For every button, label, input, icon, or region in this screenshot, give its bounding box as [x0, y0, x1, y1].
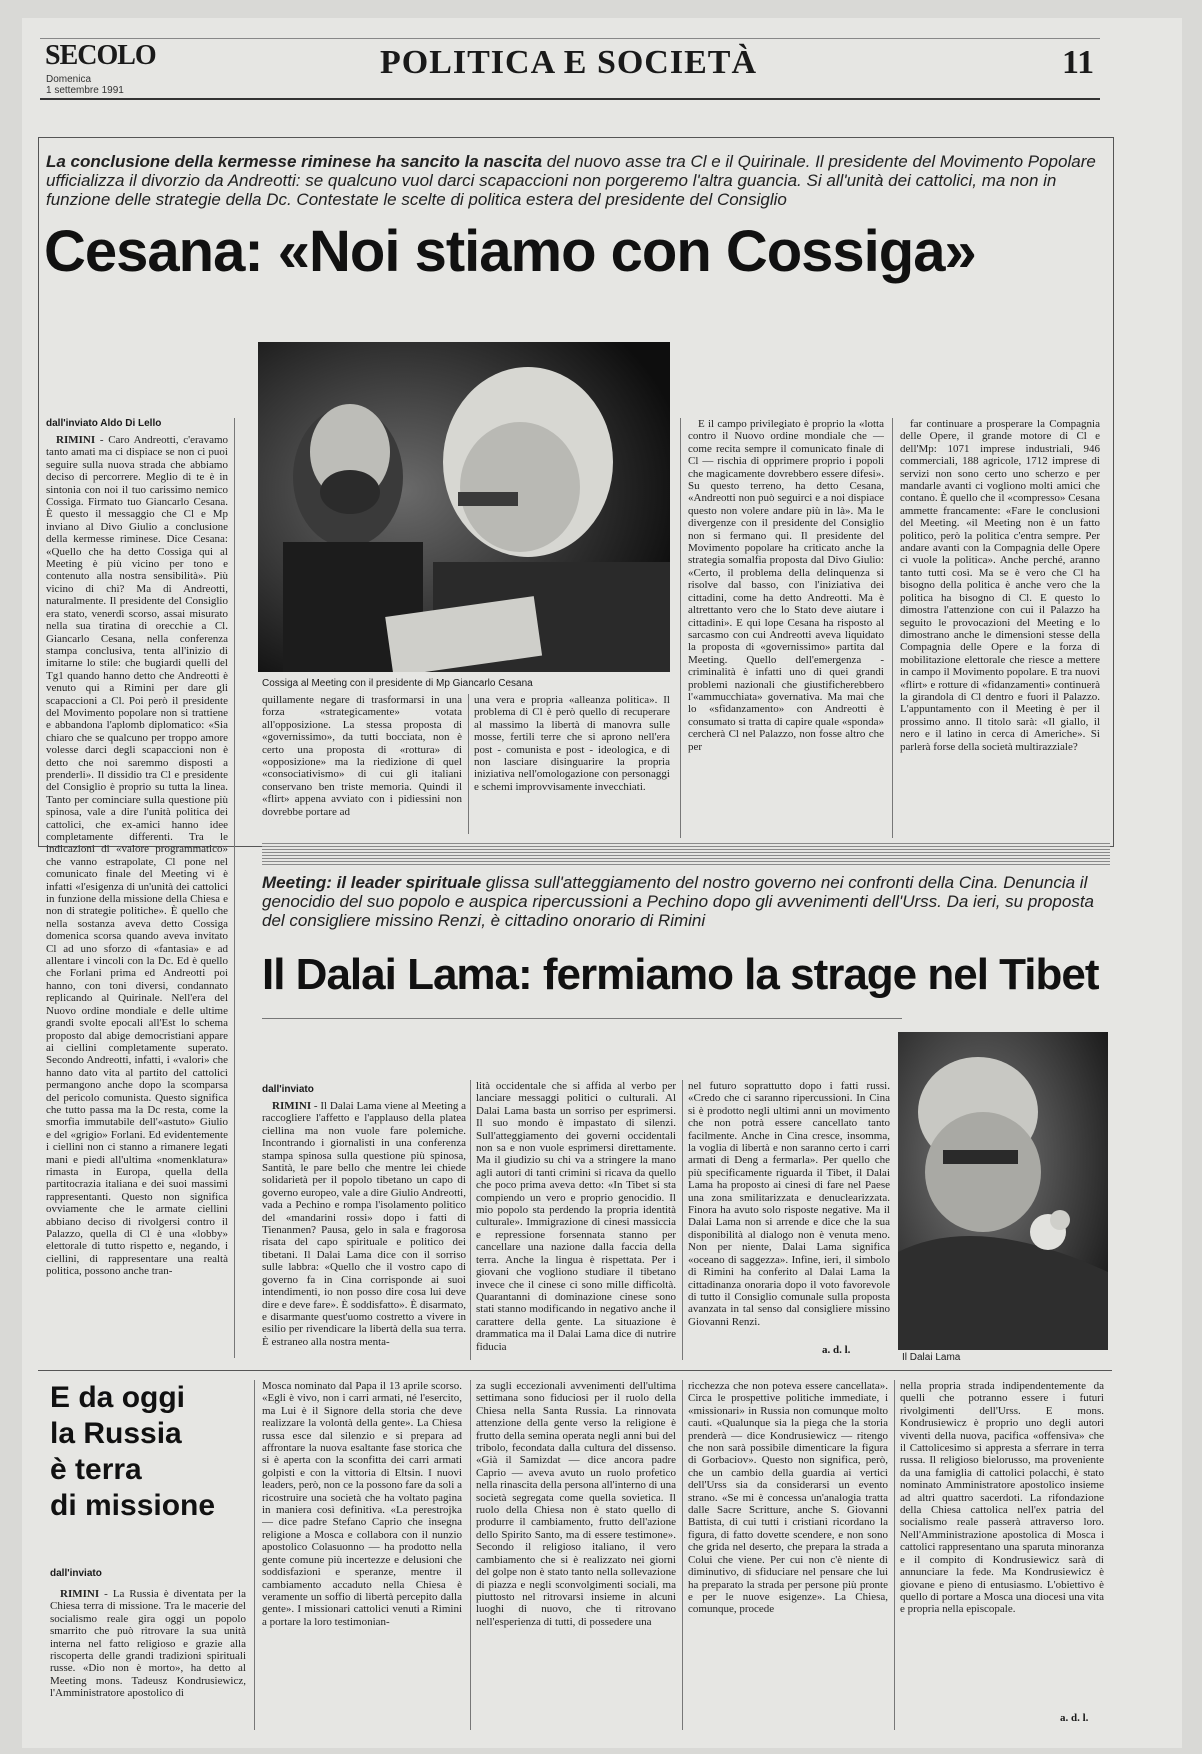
masthead-rule	[40, 98, 1100, 100]
kicker-text: del nuovo asse tra Cl e il Quirinale. Il presidente del Movimento Popolare ufficializza il divorzio da Andreotti: se qualcuno vuol darci scapaccioni non porgeremo l'altra guancia. Si all'unità dei cattolici, ma non in funzione delle strategie della Dc. Contestate le scelte di politica estera del presidente del Consiglio	[46, 152, 1096, 209]
headline-line: E da oggi	[50, 1381, 185, 1414]
kicker-bold: La conclusione della kermesse riminese ha sancito la nascita	[46, 152, 543, 171]
article-dalai-kicker	[262, 873, 1107, 930]
article-dalai-byline: dall'inviato	[262, 1084, 314, 1095]
article-russia-column-2	[262, 1380, 462, 1728]
column-text: E il campo privilegiato è proprio la «lotta contro il Nuovo ordine mondiale che — come recita sempre il comunicato finale di Cl — rischia di opprimere proprio i popoli che magicamente dovrebbero essere difesi». Su questo terreno, ha detto Cesana, «Andreotti non può seguirci e a noi dispiace questo non volere andare più in là». Ma le divergenze con il presidente del Consiglio non si fermano qui. Il presidente del Movimento popolare ha criticato anche la strategia somalfia proposta dal Divo Giulio: «Certo, il problema della delinquenza si risolve dal basso, con l'iniziativa dei cittadini, come ha detto Andreotti. Ma è altrettanto vero che lo Stato deve aiutare i cittadini». E qui lope Cesana ha risposto al sarcasmo con cui Andreotti aveva liquidato la proposta di «governissimo» partita dal Meeting. Quello dell'emergenza - criminalità è infatti uno di quei grandi problemi nazionali che giustificherebbero l'«ammucchiata» governativa. Ma mai che lo «sfidanzamento» con Andreotti è consumato si tratta di capire quale «sponda» cercherà Cl nel Palazzo, non fosse altro che per	[688, 418, 884, 753]
column-text: nel futuro soprattutto dopo i fatti russi. «Credo che ci saranno ripercussioni. In Cina si è prodotto negli ultimi anni un movimento che non potrà essere cancellato tanto facilmente. Anche in Cina cresce, insomma, la voglia di libertà e non saranno certo i carri armati di Deng a fermarla». Per quello che più specificamente riguarda il Tibet, il Dalai Lama ha proposto ai cinesi di fare nel Paese una zona smilitarizzata e denuclearizzata. Finora ha avuto solo risposte negative. Ma il Dalai Lama non si arrende e dice che la sua disponibilità al dialogo non è venuta meno. Non per niente, Dalai Lama significa «oceano di saggezza». Infine, ieri, il simbolo di Rimini ha conferito al Dalai Lama la cittadinanza onoraria dopo il voto favorevole di tutto il Consiglio comunale sulla proposta avanzata in tal senso dal consigliere missino Giovanni Renzi.	[688, 1080, 890, 1328]
article-russia-headline	[50, 1380, 215, 1524]
article-cesana-kicker	[46, 152, 1106, 209]
column-text: quillamente negare di trasformarsi in una forza «strategicamente» votata all'opposizione. La stessa proposta di «governissimo», da tutti bocciata, non è certo una proposta di «rottura» di «opposizione» ma la riedizione di quel «consociativismo» di cui gli italiani conservano ben triste memoria. Quindi il «flirt» appena avviato con i pidiessini non dovrebbe portare ad	[262, 694, 462, 818]
dalai-lama-photo	[898, 1032, 1108, 1350]
dalai-lama-caption: Il Dalai Lama	[902, 1352, 961, 1363]
column-divider	[680, 418, 681, 838]
article-cesana-column-2	[262, 694, 462, 834]
column-text: lità occidentale che si affida al verbo per lanciare messaggi politici o culturali. Al Dalai Lama basta un sorriso per esprimersi. Il suo mondo è impastato di silenzi. Sull'atteggiamento dei governi occidentali non sa e non vuole esprimersi direttamente. Ma il giudizio su chi va a stringere la mano agli autori di tanti crimini si ricava da quello che poco prima aveva detto: «In Tibet si sta compiendo un vero e proprio genocidio. Il mio popolo sta perdendo la propria identità culturale». Immigrazione di cinesi massiccia e repressione forsennata stanno per cancellare una nazione dalla faccia della terra. Anche la lingua è rispettata. Per i giovani che vogliono studiare il tibetano invece che il cinese ci sono mille difficoltà. Quarantanni di dominazione cinese sono stati stanno modificando in negativo anche il carattere della gente. La situazione è drammatica ma il Dalai Lama dice di nutrire fiducia	[476, 1080, 676, 1353]
column-divider	[234, 418, 235, 1358]
headline-rule	[262, 1018, 902, 1019]
article-dalai-signature: a. d. l.	[822, 1344, 851, 1356]
top-rule	[40, 38, 1100, 39]
dateline: RIMINI	[56, 434, 96, 446]
article-dalai-headline: Il Dalai Lama: fermiamo la strage nel Tibet	[262, 950, 1099, 999]
masthead-date	[46, 74, 124, 96]
article-cesana-column-3	[474, 694, 670, 834]
article-dalai-column-2	[476, 1080, 676, 1360]
article-russia-column-5	[900, 1380, 1104, 1706]
date-full: 1 settembre 1991	[46, 85, 124, 96]
dateline: RIMINI	[272, 1100, 312, 1112]
dateline: RIMINI	[60, 1588, 100, 1600]
headline-line: è terra	[50, 1453, 142, 1486]
column-text: ricchezza che non poteva essere cancellata». Circa le prospettive politiche immediate, i «missionari» in Russia non comunque molto cauti. «Qualunque sia la piega che la storia prenderà — dice Kondrusiewicz — ritengo che non sarà possibile dimenticare la figura di Gorbaciov». Questo non significa, però, che un cambio della guardia ai vertici dell'Urss sia da considerarsi un evento strano. «Se mi è concessa un'analogia tratta dalle Sacre Scritture, anche S. Giovanni Battista, di cui tutti i cristiani ricordano la figura, di fatto dovette scendere, e non sono che grida nel deserto, che prepara la strada a Colui che viene. Per cui non c'è niente di diminutivo, di sfiduciare nel pensare che lui ha preparato la strada per persone più pronte e per le nuove esigenze». La Chiesa, comunque, procede	[688, 1380, 888, 1616]
article-dalai-column-3	[688, 1080, 890, 1338]
column-divider	[892, 418, 893, 838]
article-dalai-column-1	[262, 1100, 466, 1358]
section-title: POLITICA E SOCIETÀ	[380, 44, 757, 81]
page-number: 11	[1062, 44, 1095, 81]
article-russia-signature: a. d. l.	[1060, 1712, 1089, 1724]
cossiga-cesana-photo	[258, 342, 670, 672]
column-text: Mosca nominato dal Papa il 13 aprile scorso. «Egli è vivo, non i carri armati, né l'esercito, ma Lui è il Signore della storia che deve realizzare la volontà della gente». La Chiesa russa esce dal silenzio e si prepara ad affrontare la nuova esaltante fase storica che si è aperta con la sconfitta dei carri armati golpisti e con la vittoria di Eltsin. I nuovi leaders, però, non ce la possono fare da soli a ricostruire una società che ha voltato pagina in maniera così definitiva. «La perestrojka — dice padre Stefano Caprio che insegna religione a Mosca e collabora con il nunzio apostolico Colasuonno — ha prodotto nella gente comune più incertezze e delusioni che soddisfazioni e speranze, mentre il cambiamento accaduto nella Chiesa è veramente un soffio di libertà percepito dalla gente». I missionari cattolici venuti a Rimini a portare la loro testimonian-	[262, 1380, 462, 1628]
article-cesana-column-1	[46, 434, 228, 1359]
headline-line: la Russia	[50, 1417, 182, 1450]
article-russia-column-3	[476, 1380, 676, 1728]
date-day: Domenica	[46, 74, 92, 85]
separator-band	[262, 843, 1110, 865]
column-divider	[254, 1380, 255, 1730]
column-text: nella propria strada indipendentemente da quelli che potranno essere i futuri rivolgimenti dell'Urss. E mons. Kondrusiewicz è proprio uno degli autori viventi della nuova, pacifica «offensiva» che il Cattolicesimo si appresta a sferrare in terra russa. Il religioso bielorusso, ma proveniente da una famiglia di cattolici polacchi, è stato nominato Amministratore apostolico insieme ad altri quattro sacerdoti. La rifondazione della Chiesa cattolica nell'ex patria del socialismo reale passerà attraverso loro. Nell'Amministrazione apostolica di Mosca i cattolici rappresentano una sparuta minoranza e il compito di Kondrusiewicz sarà di annunciare la fede. Ma Kondrusiewicz è giovane e pieno di entusiasmo. L'obiettivo è quello di portare a Mosca una diocesi una vita e propria nella episcopale.	[900, 1380, 1104, 1616]
kicker-text: glissa sull'atteggiamento del nostro governo nei confronti della Cina. Denuncia il genocidio del suo popolo e auspica ripercussioni a Pechino dopo gli avvenimenti dell'Urss. Da ieri, su proposta del consigliere missino Renzi, è cittadino onorario di Rimini	[262, 873, 1095, 930]
column-divider	[682, 1380, 683, 1730]
column-divider	[894, 1380, 895, 1730]
cossiga-cesana-caption: Cossiga al Meeting con il presidente di Mp Giancarlo Cesana	[262, 678, 533, 689]
column-text: - La Russia è diventata per la Chiesa terra di missione. Tra le macerie del socialismo reale gira oggi un popolo smarrito che può ritrovare la sua unità interna nel fatto religioso e grazie alla riscoperta delle grandi tradizioni spirituali russe. «Dio non è morto», ha detto al Meeting mons. Tadeusz Kondrusiewicz, l'Amministratore apostolico di	[50, 1588, 246, 1700]
article-russia-column-1	[50, 1588, 246, 1728]
column-divider	[470, 1080, 471, 1360]
column-text: - Caro Andreotti, c'eravamo tanto amati ma ci dispiace se non ci puoi seguire sulla nuova strada che abbiamo deciso di percorrere. Meglio di te è in sintonia con noi il tuo carissimo nemico Cossiga. Firmato tuo Giancarlo Cesana. È questo il messaggio che Cl e Mp inviano al Divo Giulio a conclusione della kermesse riminese. Dice Cesana: «Quello che ha detto Cossiga qui al Meeting è più vicino per tono e contenuto alla nostra sensibilità». Più vicino di chi? Ma di Andreotti, naturalmente. Il presidente del Consiglio era stato, venerdì scorso, assai misurato nella sua tiratina di orecchie a Cl. Giancarlo Cesana, nella conferenza stampa conclusiva, tenta all'inizio di imitarne lo stile: che bugiardi quelli del Tg1 quando hanno detto che Andreotti è venuto qui a Rimini per dare gli scapaccioni a Cl. Poi però il presidente del Movimento popolare non si trattiene e abbandona l'aplomb diplomatico: «Sia chiaro che se qualcuno per troppo amore volesse darci degli scapaccioni non è detto che noi saremmo disposti a prenderli». Il dissidio tra Cl e presidente del Consiglio è proprio su tutta la linea. Tanto per cominciare sulla questione più spinosa, vale a dire l'unità politica dei cattolici, che ex-amici hanno idee completamente differenti. Tra le indicazioni di «valore programmatico» che vanno estrapolate, Cl pone nel comunicato finale del Meeting vi è infatti «l'esigenza di un'unità dei cattolici in funzione della missione della Chiesa e non di strategie politiche». È quello che nella sostanza aveva detto Cossiga domenica scorsa quando aveva invitato Cl ad uno sforzo di «fantasia» e ad allentare i vincoli con la Dc. Ed è quello che Forlani prima ed Andreotti poi hanno, con toni diversi, condannato replicando al Quirinale. Nell'era del Nuovo ordine mondiale e delle ultime grandi svolte epocali all'Est lo schema proposto dal abige democristiani appare ai ciellini completamente superato. Secondo Andreotti, infatti, i «valori» che hanno dato vita al partito del cattolici permangono anche dopo la scomparsa del pericolo comunista. Questo significa che tutto passa ma la Dc resta, come la smorfia immutabile dell'«astuto» Giulio e del «grigio» Forlani. Ed evidentemente i ciellini non ci stanno a rimanere legati mani e piedi all'ultima «nomenklatura» rimasta in Europa, quella della partitocrazia italiana e dei suoi massimi rappresentanti. Questo non significa ovviamente che le armate ciellini abbiano deciso di rivolgersi contro il Palazzo, quella di Cl è una «lobby» elettorale di tutto rispetto e, negando, i ciellini, di rappresentare una realtà politica, possono anche tran-	[46, 434, 228, 1278]
column-divider	[468, 694, 469, 834]
article-cesana-column-4	[688, 418, 884, 836]
article-russia-column-4	[688, 1380, 888, 1728]
column-text: una vera e propria «alleanza politica». Il problema di Cl è però quello di recuperare al massimo la libertà di manovra sulle mosse, fertili terre che si aprono nell'era post - comunista e post - ideologica, e di non lasciare disinguarire la propria iniziativa nell'omologazione con personaggi e schemi improvvisamente invecchiati.	[474, 694, 670, 793]
column-text: za sugli eccezionali avvenimenti dell'ultima settimana sono fiduciosi per il ruolo della Chiesa nella Santa Russia. La rinnovata attenzione della gente verso la religione è frutto della semina operata negli anni bui del tribolo, fecondata dalla cultura del dissenso. «Già il Samizdat — dice ancora padre Caprio — aveva avuto un ruolo profetico nella rinascita della persona all'interno di una società segregata come quella sovietica. Il ruolo della Chiesa non è stato quello di produrre il cambiamento, frutto dell'azione dello Spirito Santo, ma di essere testimone». Secondo il religioso italiano, il vero cambiamento che si è realizzato nei giorni del golpe non è stato tanto nella sollevazione di piazza e negli sconvolgimenti sociali, ma piuttosto nel ritrovarsi insieme in alcuni luoghi di nuovo, che ti ritrovano nell'esperienza di tutti, di possedere una	[476, 1380, 676, 1628]
article-russia-byline: dall'inviato	[50, 1568, 102, 1579]
article-cesana-column-5	[900, 418, 1100, 836]
column-text: - Il Dalai Lama viene al Meeting a raccogliere l'affetto e l'applauso della platea ciellina ma non vuole fare polemiche. Incontrando i giornalisti in una conferenza stampa spinosa sulla questione più spinosa, Santità, le pare bello che mentre lei chiede solidarietà per il popolo tibetano un capo di governo europeo, vale a dire Giulio Andreotti, vada a Pechino e rompa l'isolamento politico del «mandarini rossi» dopo i fatti di Tienanmen? Pausa, gelo in sala e fragorosa risata del capo spirituale e politico dei tibetani. Il Dalai Lama dice con il sorriso sulle labbra: «Quello che il vostro capo di governo fa in Cina corrisponde ai suoi intendimenti, io non posso dire cosa lui deve dire e deve fare». È soddisfatto». È disarmato, e disarmante quest'uomo costretto a vivere in esilio per rivendicare la libertà della sua terra. È estraneo alla nostra menta-	[262, 1100, 466, 1348]
column-divider	[470, 1380, 471, 1730]
kicker-bold: Meeting: il leader spirituale	[262, 873, 482, 892]
column-divider	[682, 1080, 683, 1360]
article-cesana-headline: Cesana: «Noi stiamo con Cossiga»	[44, 219, 976, 284]
headline-line: di missione	[50, 1489, 216, 1522]
article-cesana-byline: dall'inviato Aldo Di Lello	[46, 418, 162, 429]
column-text: far continuare a prosperare la Compagnia delle Opere, il grande motore di Cl e dell'Mp: 1071 imprese industriali, 946 commerciali, 188 agricole, 1712 imprese di servizi non sono certo uno scherzo e per mandarle avanti ci vogliono molti amici che contano. È quello che il «compresso» Cesana ammette francamente: «Fare le conclusioni del Meeting. «il Meeting non è un fatto politico, però la politica c'entra sempre. Per andare avanti con la Compagnia delle Opere ci vuole la politica». Anche perché, aranno tanto tutti così. Ma se è vero che Cl ha bisogno della politica è anche vero che la politica ha bisogno di Cl. E questo lo dimostra l'attenzione con cui il Palazzo ha seguito le provocazioni del Meeting e lo dimostrano anche le dimensioni stesse della Compagnia delle Opere e la forza di mobilitazione elettorale che riesce a mettere in campo il Movimento popolare. E tra nuovi «flirt» e rotture di «fidanzamenti» continuerà la girandola di Cl dentro e fuori il Palazzo. L'appuntamento con il Meeting è per il prossimo anno. Il titolo sarà: «Il giallo, il nero e il latino in cerca di Americhe». Si parlerà forse della società multirazziale?	[900, 418, 1100, 753]
masthead-logo: SECOLO	[45, 40, 156, 71]
